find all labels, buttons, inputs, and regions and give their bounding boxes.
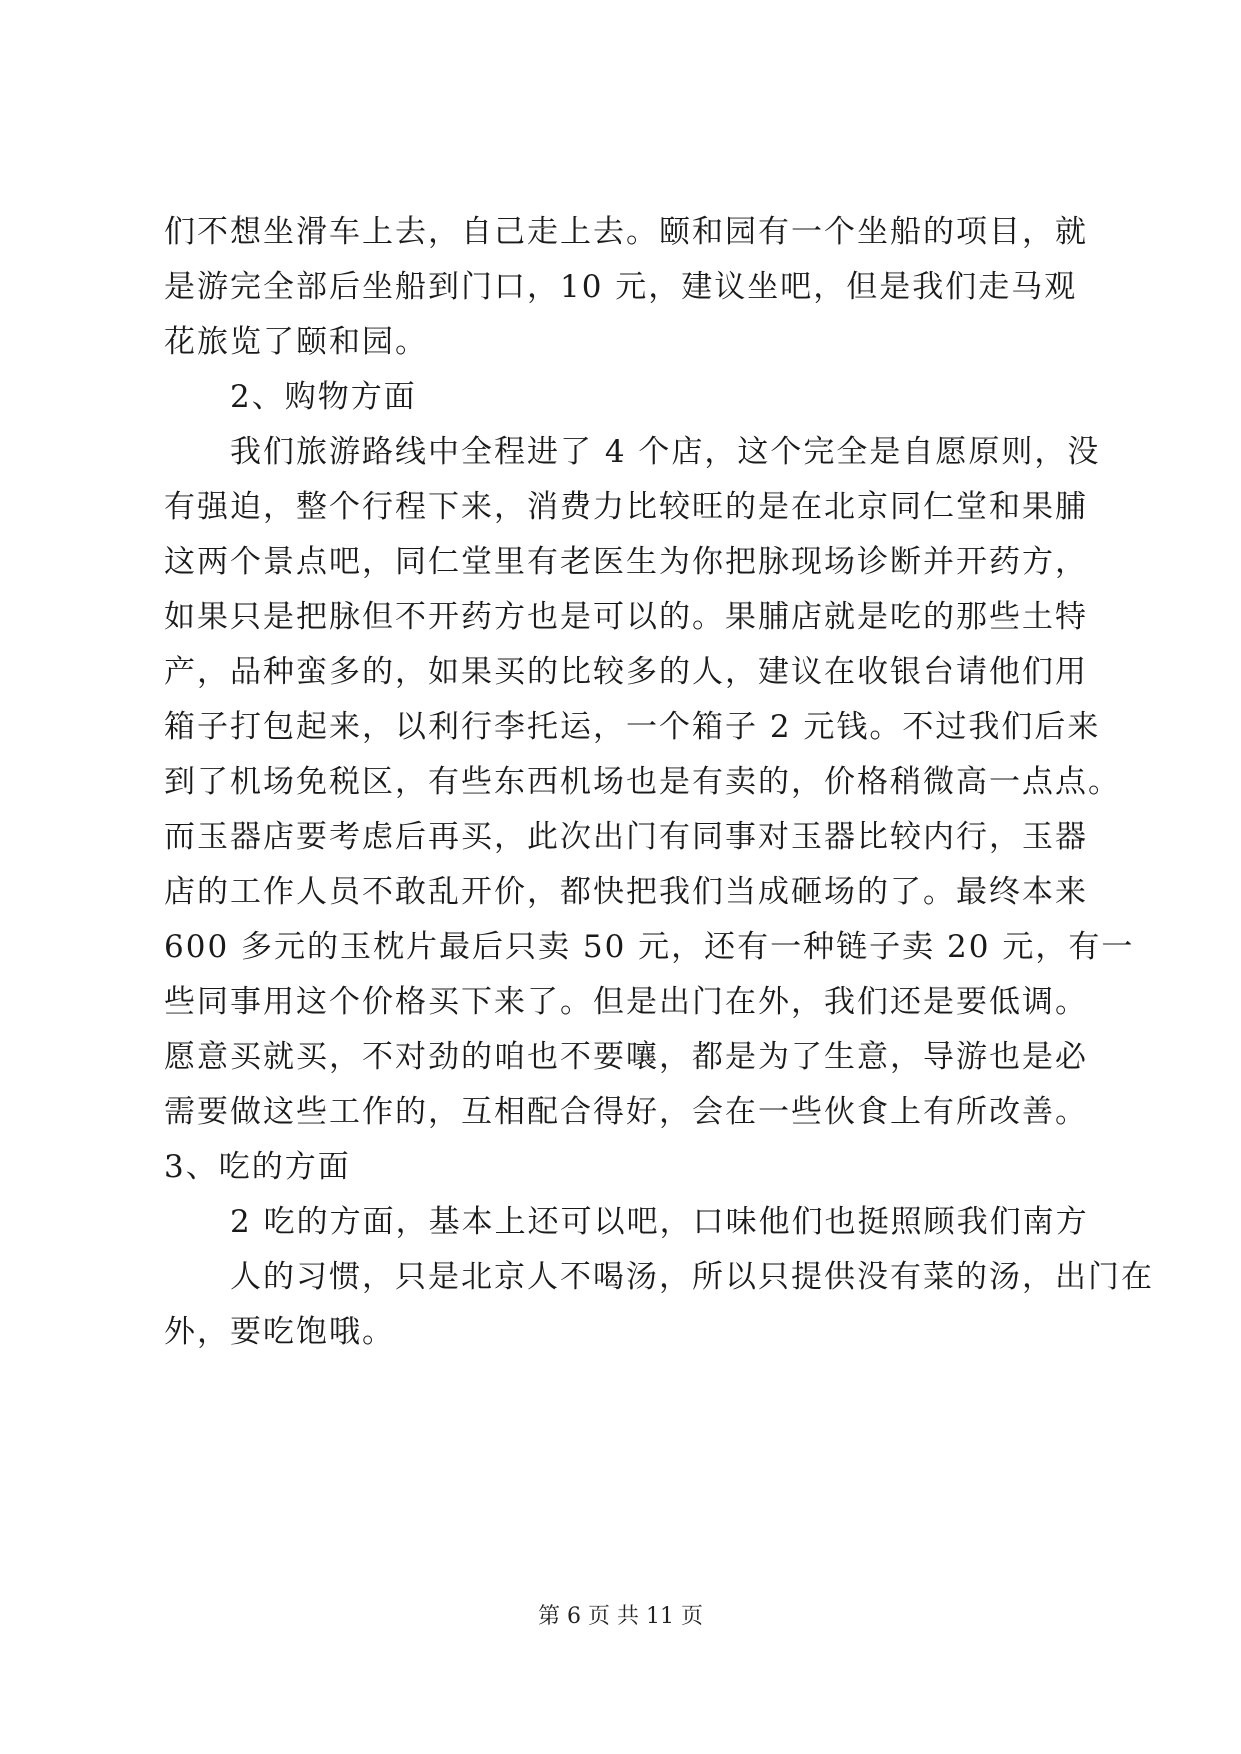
text-line: 我们旅游路线中全程进了 4 个店，这个完全是自愿原则，没	[230, 434, 1101, 470]
text-line: 需要做这些工作的，互相配合得好，会在一些伙食上有所改善。	[164, 1094, 1088, 1130]
text-line: 人的习惯，只是北京人不喝汤，所以只提供没有菜的汤，出门在	[230, 1259, 1154, 1295]
text-line: 愿意买就买，不对劲的咱也不要嚷，都是为了生意，导游也是必	[164, 1039, 1088, 1075]
text-line: 产，品种蛮多的，如果买的比较多的人，建议在收银台请他们用	[164, 654, 1088, 690]
text-line: 些同事用这个价格买下来了。但是出门在外，我们还是要低调。	[164, 984, 1088, 1020]
section-heading: 2 吃的方面，基本上还可以吧，口味他们也挺照顾我们南方	[230, 1204, 1089, 1240]
text-line: 而玉器店要考虑后再买，此次出门有同事对玉器比较内行，玉器	[164, 819, 1088, 855]
section-heading: 2、购物方面	[230, 379, 417, 415]
text-line: 有强迫，整个行程下来，消费力比较旺的是在北京同仁堂和果脯	[164, 489, 1088, 525]
text-line: 是游完全部后坐船到门口，10 元，建议坐吧，但是我们走马观	[164, 269, 1078, 305]
text-line: 到了机场免税区，有些东西机场也是有卖的，价格稍微高一点点。	[164, 764, 1121, 800]
page-footer: 第 6 页 共 11 页	[538, 1604, 703, 1629]
text-line: 花旅览了颐和园。	[164, 324, 428, 360]
text-line: 这两个景点吧，同仁堂里有老医生为你把脉现场诊断并开药方，	[164, 544, 1088, 580]
text-line: 箱子打包起来，以利行李托运，一个箱子 2 元钱。不过我们后来	[164, 709, 1101, 745]
text-line: 店的工作人员不敢乱开价，都快把我们当成砸场的了。最终本来	[164, 874, 1088, 910]
text-line: 们不想坐滑车上去，自己走上去。颐和园有一个坐船的项目，就	[164, 214, 1088, 250]
text-line: 3、吃的方面	[164, 1149, 351, 1185]
text-line: 600 多元的玉枕片最后只卖 50 元，还有一种链子卖 20 元，有一	[164, 929, 1135, 965]
text-line: 如果只是把脉但不开药方也是可以的。果脯店就是吃的那些土特	[164, 599, 1088, 635]
text-line: 外，要吃饱哦。	[164, 1314, 395, 1350]
